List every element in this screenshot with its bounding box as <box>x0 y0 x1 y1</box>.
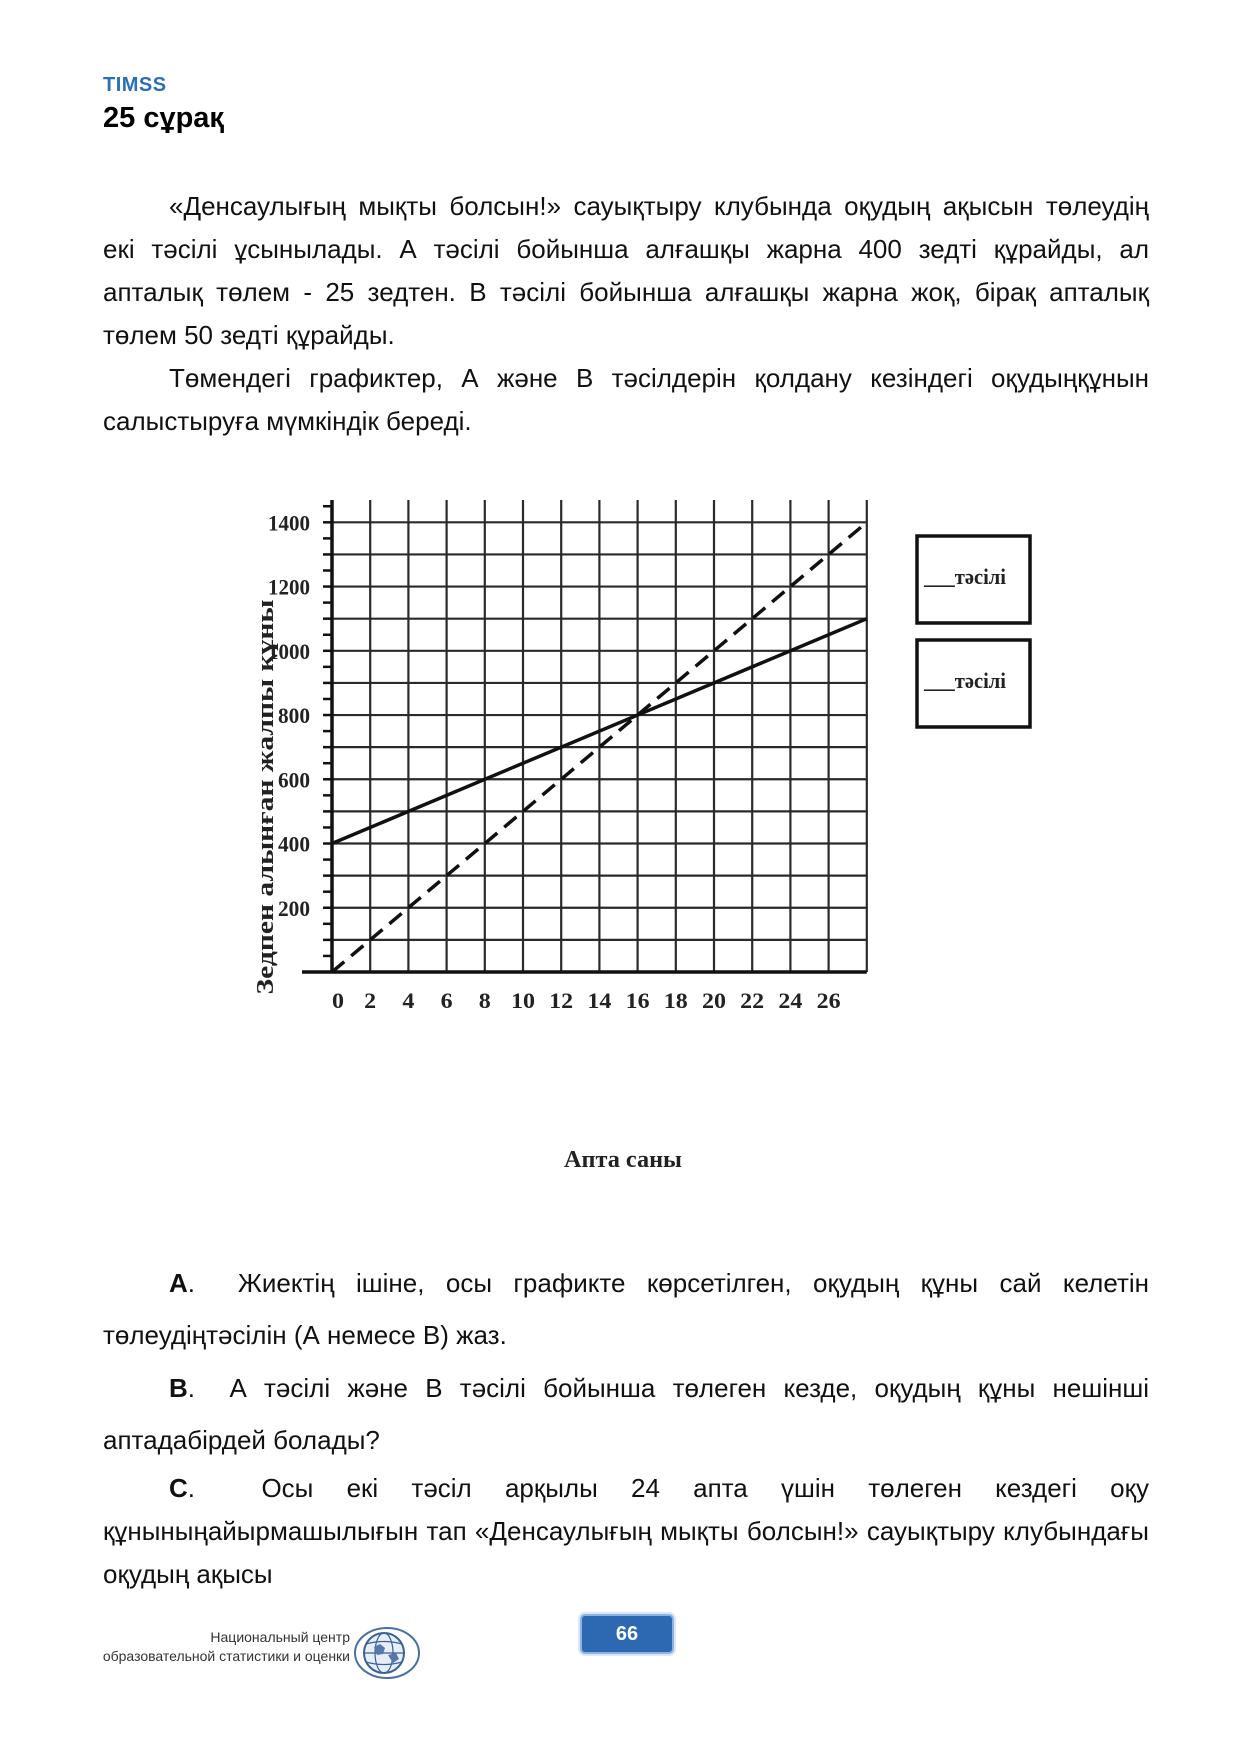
y-tick-label: 200 <box>278 895 310 921</box>
question-c: C. Осы екі тәсіл арқылы 24 апта үшін төлеген кездегі оқу құныныңайырмашылығын тап «Денсаулығың мықты болсын!» сауықтыру клубындағы оқудың ақысы <box>103 1473 1149 1589</box>
y-tick-label: 1200 <box>268 574 310 600</box>
footer-org-name <box>100 1628 350 1666</box>
question-a: A. Жиектің ішіне, осы графикте көрсетілген, оқудың құны сай келетін төлеудіңтәсілін (А немесе В) жаз. <box>103 1268 1149 1350</box>
y-tick-label: 400 <box>278 831 310 857</box>
method-label-boxes <box>917 536 1030 727</box>
x-tick-label: 22 <box>740 988 765 1013</box>
x-axis-label: Апта саны <box>564 1147 683 1173</box>
cost-chart <box>240 500 1050 1180</box>
question-title: 25 сұрақ <box>103 102 224 134</box>
x-tick-label: 10 <box>511 988 535 1013</box>
question-b-text: А тәсілі және В тәсілі бойынша төлеген кезде, оқудың құны нешінші аптадабірдей болады? <box>103 1373 1149 1455</box>
x-tick-label: 6 <box>440 988 453 1013</box>
footer-org-line2: образовательной статистики и оценки <box>102 1648 350 1664</box>
footer-org-line1: Национальный центр <box>210 1629 350 1645</box>
x-tick-labels <box>332 988 841 1013</box>
globe-logo-icon <box>352 1625 422 1681</box>
intro-paragraph-2 <box>103 357 1149 443</box>
section-kicker: TIMSS <box>103 74 167 96</box>
intro-p2-text: Төмендегі графиктер, А және В тәсілдерін қолдану кезіндегі оқудыңқұнын салыстыруға мүмкіндік береді. <box>103 363 1149 436</box>
method-box-label: ___тәсілі <box>923 668 1006 693</box>
question-b-letter: B <box>169 1373 188 1403</box>
x-tick-label: 12 <box>549 988 574 1013</box>
x-tick-label: 0 <box>332 988 344 1013</box>
x-tick-label: 20 <box>702 988 726 1013</box>
y-tick-label: 600 <box>278 767 310 793</box>
x-tick-label: 24 <box>778 988 803 1013</box>
intro-p1-text: «Денсаулығың мықты болсын!» сауықтыру клубында оқудың ақысын төлеудің екі тәсілі ұсынылады. А тәсілі бойынша алғашқы жарна 400 зедті құрайды, ал апталық төлем - 25 зедтен. В тәсілі бойынша алғашқы жарна жоқ, бірақ апталық төлем 50 зедті құрайды. <box>103 191 1149 350</box>
question-a-text: Жиектің ішіне, осы графикте көрсетілген, оқудың құны сай келетін төлеудіңтәсілін (А немесе В) жаз. <box>103 1268 1149 1350</box>
y-tick-label: 800 <box>278 703 310 729</box>
x-tick-label: 4 <box>402 988 415 1013</box>
method-box-label: ___тәсілі <box>923 564 1006 589</box>
question-b: B. А тәсілі және В тәсілі бойынша төлеген кезде, оқудың құны нешінші аптадабірдей болады? <box>103 1373 1149 1455</box>
intro-paragraph-1 <box>103 185 1149 357</box>
page-number: 66 <box>580 1614 674 1654</box>
x-tick-label: 26 <box>816 988 841 1013</box>
x-tick-label: 16 <box>625 988 650 1013</box>
question-a-letter: A <box>169 1268 188 1298</box>
y-axis-label: Зедпен алынған жалпы құны <box>253 674 279 995</box>
y-tick-label: 1400 <box>268 510 310 536</box>
x-tick-label: 18 <box>663 988 688 1013</box>
x-tick-label: 2 <box>364 988 377 1013</box>
x-tick-label: 14 <box>587 988 612 1013</box>
chart-grid <box>332 500 867 972</box>
question-c-text: Осы екі тәсіл арқылы 24 апта үшін төлеген кездегі оқу құныныңайырмашылығын тап «Денсаулығың мықты болсын!» сауықтыру клубындағы оқудың ақысы <box>103 1473 1149 1589</box>
question-c-letter: C <box>169 1473 188 1503</box>
y-tick-label: 1000 <box>268 638 310 664</box>
x-tick-label: 8 <box>478 988 491 1013</box>
